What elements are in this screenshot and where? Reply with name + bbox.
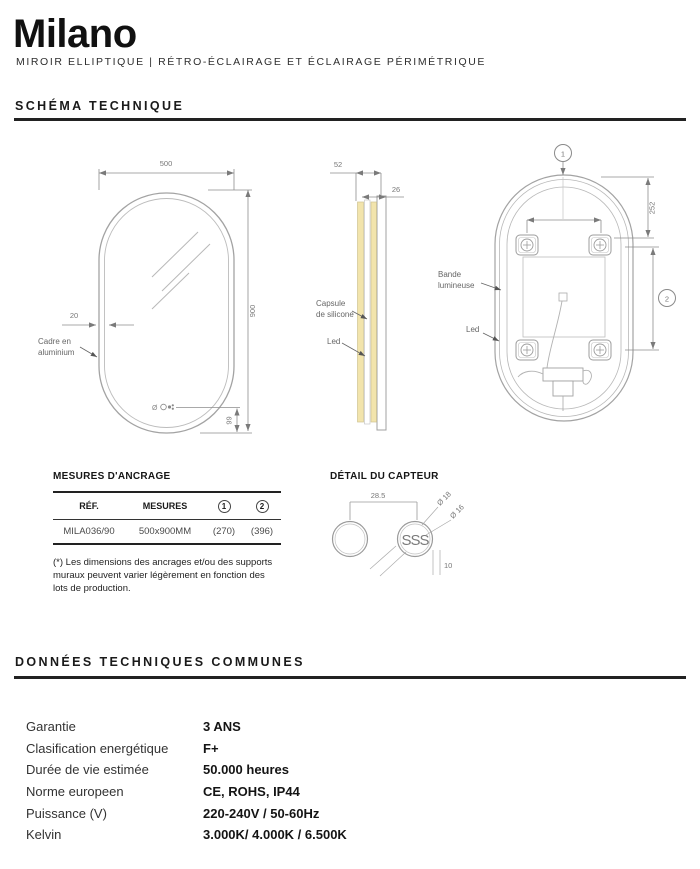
tech-section-heading: DONNÉES TECHNIQUES COMMUNES <box>15 655 305 669</box>
product-title: Milano <box>13 12 137 56</box>
capsule-label-line2: de silicone <box>316 310 354 319</box>
col-1 <box>205 500 243 513</box>
schema-section-heading: SCHÉMA TECHNIQUE <box>15 99 185 113</box>
dim-bottom-offset: 99 <box>224 416 234 425</box>
bracket-top-left <box>516 235 538 255</box>
glass-panel <box>377 196 386 430</box>
diameter-18-label: Ø 18 <box>435 489 453 508</box>
dim-total-depth: 52 <box>333 160 343 169</box>
dim-frame-width: 20 <box>69 311 79 320</box>
tech-row-puissance <box>26 802 676 824</box>
silicone-capsule-strip <box>365 200 371 424</box>
junction-wire-right <box>583 370 591 384</box>
table-row <box>53 520 281 543</box>
glass-shine-lines <box>152 232 210 309</box>
sensor-detail-drawing <box>330 484 510 592</box>
tech-value: 50.000 heures <box>203 762 290 778</box>
tech-value: 220-240V / 50-60Hz <box>203 805 320 821</box>
anchor-measures-block <box>53 471 285 595</box>
tech-label: Clasification energétique <box>26 740 169 756</box>
col-mesures: MESURES <box>142 501 188 511</box>
sensor-mark <box>152 404 174 412</box>
sensor-hole-inner <box>335 524 365 554</box>
anchor-spacing-dim <box>527 220 601 233</box>
cell-v1: (270) <box>212 526 236 537</box>
capsule-label-line1: Capsule <box>316 299 346 308</box>
sensor-offset-dim: 10 <box>444 561 453 570</box>
tech-label: Norme europeen <box>26 784 124 800</box>
wire <box>547 301 562 368</box>
dim-2-lines <box>625 247 659 350</box>
col-ref: RÉF. <box>79 501 99 511</box>
bracket-top-right <box>589 235 611 255</box>
tech-section-rule <box>14 676 686 679</box>
back-led-leader <box>483 333 499 341</box>
marker-2-number: 2 <box>664 294 670 304</box>
tech-value: 3.000K/ 4.000K / 6.500K <box>203 827 347 843</box>
mounting-brackets <box>516 235 611 360</box>
tech-label: Kelvin <box>26 827 62 843</box>
mirror-inner-frame <box>105 199 229 428</box>
frame-label-leader <box>80 347 97 357</box>
anchor-table-header <box>53 493 281 520</box>
front-view-mirror <box>38 159 257 433</box>
d16-leader <box>426 520 451 535</box>
dim-252-lines <box>601 177 654 238</box>
anchor-table <box>53 491 281 545</box>
tech-label: Garantie <box>26 719 76 735</box>
back-view-mirror <box>438 145 676 422</box>
diameter-16-label: Ø 16 <box>448 502 466 521</box>
sensor-detail-block <box>330 471 520 597</box>
cell-v2: (396) <box>250 526 274 537</box>
junction-box <box>543 368 583 396</box>
side-view-profile <box>316 160 404 430</box>
cell-ref: MILA036/90 <box>63 526 115 537</box>
d18-leader <box>422 507 438 525</box>
band-label-line2: lumineuse <box>438 281 475 290</box>
tech-value: F+ <box>203 740 219 756</box>
led-strip-front <box>358 202 364 422</box>
sensor-detail-title: DÉTAIL DU CAPTEUR <box>330 471 439 482</box>
led-strip-back <box>371 202 377 422</box>
mirror-outer-frame <box>99 193 234 433</box>
band-label-leader <box>481 283 501 290</box>
tech-row-garantie <box>26 716 676 738</box>
junction-wire-left <box>518 371 543 377</box>
tech-row-norme <box>26 781 676 803</box>
dim-width-front: 500 <box>159 159 173 168</box>
tech-label: Durée de vie estimée <box>26 762 149 778</box>
dim-500-lines <box>99 169 234 190</box>
anchor-footnote: (*) Les dimensions des ancrages et/ou des supports muraux peuvent varier légèrement en fonction des lots de production. <box>53 557 273 595</box>
sensor-hole-circle <box>333 522 368 557</box>
sensor-dim-28-lines <box>350 502 417 520</box>
svg-text:Ø: Ø <box>152 405 158 412</box>
dim-glass-depth: 26 <box>391 185 401 194</box>
frame-label-line2: aluminium <box>38 348 75 357</box>
mounting-plate <box>523 257 605 337</box>
dim-900-lines <box>200 190 252 433</box>
tech-value: 3 ANS <box>203 719 241 735</box>
cable-outlet <box>559 293 567 301</box>
col-2 <box>243 500 281 513</box>
tech-row-kelvin <box>26 824 676 846</box>
cell-mesures: 500x900MM <box>138 526 192 537</box>
band-label-line1: Bande <box>438 270 462 279</box>
sensor-symbol-text: SSS <box>401 532 429 549</box>
frame-label-line1: Cadre en <box>38 337 71 346</box>
sensor-width-dim: 28.5 <box>370 491 386 500</box>
schema-section-rule <box>14 118 686 121</box>
back-led-label: Led <box>466 325 480 334</box>
tech-value: CE, ROHS, IP44 <box>203 784 300 800</box>
circled-1: 1 <box>218 500 231 513</box>
circled-2: 2 <box>256 500 269 513</box>
marker-1-number: 1 <box>560 149 566 159</box>
bracket-bottom-right <box>589 340 611 360</box>
technical-schematic <box>0 130 700 462</box>
side-led-label: Led <box>327 337 341 346</box>
bracket-bottom-left <box>516 340 538 360</box>
tech-data-list <box>26 716 676 846</box>
anchor-table-title: MESURES D'ANCRAGE <box>53 471 171 482</box>
dim-top-offset: 252 <box>647 201 657 215</box>
dim-height-front: 900 <box>248 304 257 318</box>
product-subtitle: MIROIR ELLIPTIQUE | RÉTRO-ÉCLAIRAGE ET ÉCLAIRAGE PÉRIMÉTRIQUE <box>16 56 487 68</box>
tech-row-classification <box>26 738 676 760</box>
tech-label: Puissance (V) <box>26 805 107 821</box>
tech-row-duree <box>26 759 676 781</box>
